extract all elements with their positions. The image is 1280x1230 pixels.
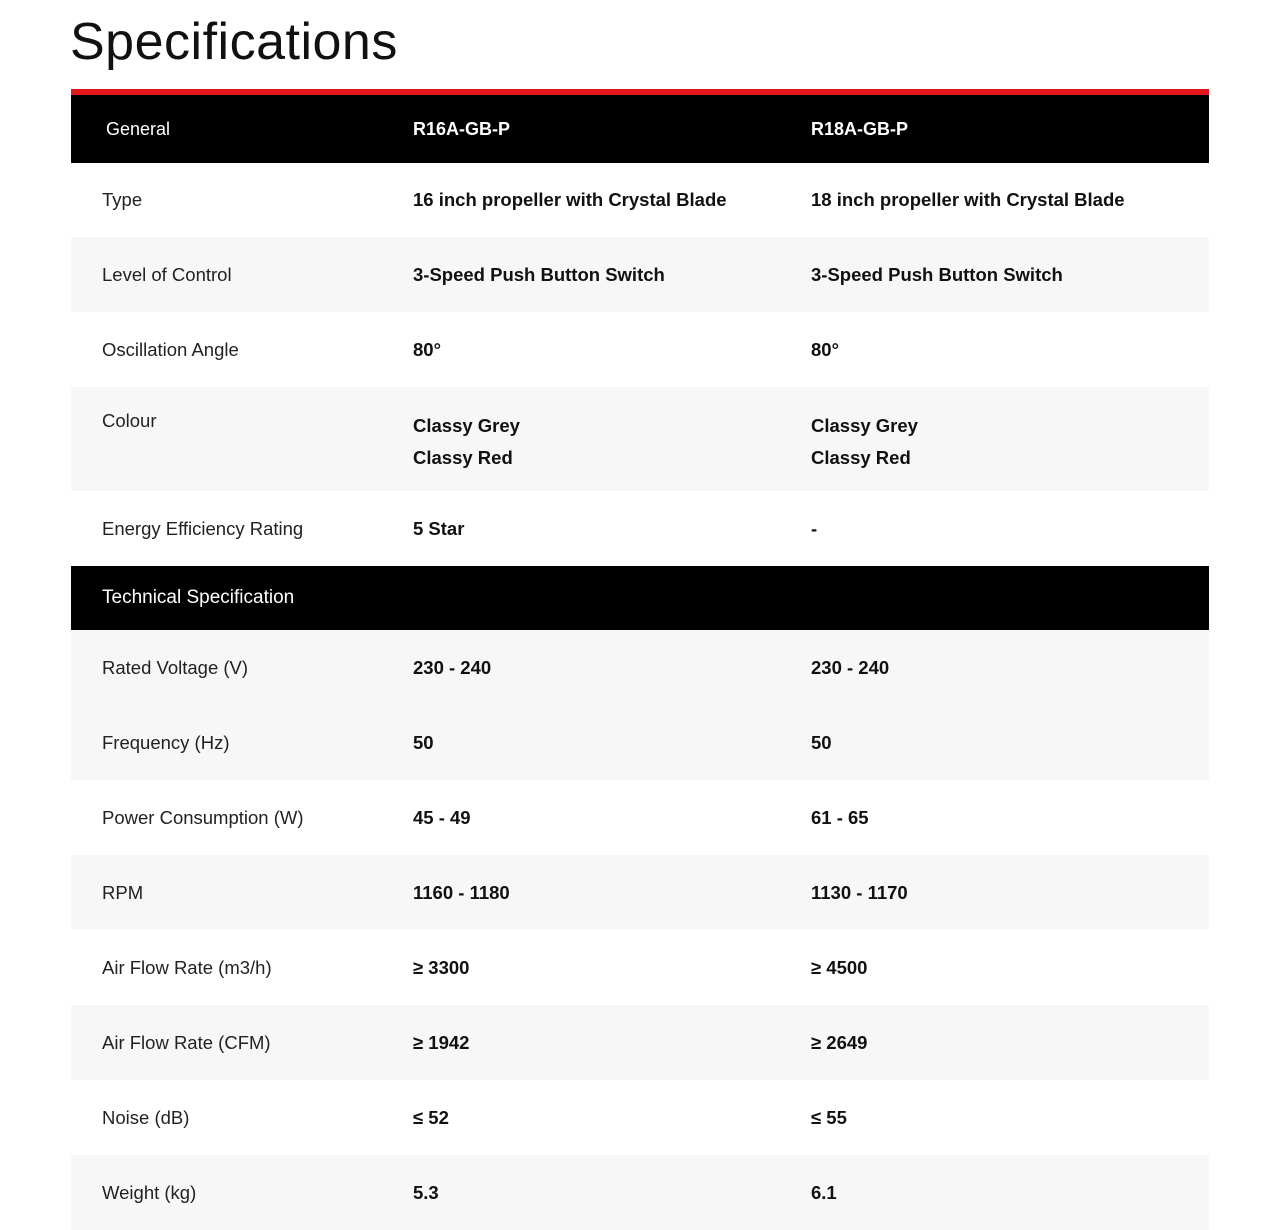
value-model-2: 230 - 240 (810, 630, 1209, 705)
row-label: Power Consumption (W) (71, 780, 412, 855)
header-general: General (71, 95, 412, 163)
row-label: Noise (dB) (71, 1080, 412, 1155)
value-model-2: ≥ 4500 (810, 930, 1209, 1005)
section-header-technical (71, 566, 1209, 630)
value-model-1: ≥ 1942 (412, 1005, 810, 1080)
row-label: Air Flow Rate (CFM) (71, 1005, 412, 1080)
value-model-1: 50 (412, 705, 810, 780)
value-model-2: 6.1 (810, 1155, 1209, 1230)
row-label: Colour (71, 387, 412, 491)
specifications-table (71, 89, 1209, 1230)
colour-option: Classy Grey (811, 415, 918, 436)
table-row (71, 1155, 1209, 1230)
table-row (71, 491, 1209, 566)
section-title: Technical Specification (71, 566, 1209, 630)
row-label: Type (71, 163, 412, 237)
table-row (71, 237, 1209, 312)
row-label: Air Flow Rate (m3/h) (71, 930, 412, 1005)
value-model-1: ≤ 52 (412, 1080, 810, 1155)
value-model-1: 230 - 240 (412, 630, 810, 705)
page-title: Specifications (70, 13, 398, 71)
table-row (71, 163, 1209, 237)
value-model-2: - (810, 491, 1209, 566)
table-row (71, 930, 1209, 1005)
value-model-1: 16 inch propeller with Crystal Blade (412, 163, 810, 237)
table-row (71, 1005, 1209, 1080)
row-label: Frequency (Hz) (71, 705, 412, 780)
value-model-1: 3-Speed Push Button Switch (412, 237, 810, 312)
value-model-1: ≥ 3300 (412, 930, 810, 1005)
value-model-2: ≤ 55 (810, 1080, 1209, 1155)
value-model-2 (810, 387, 1209, 491)
row-label: RPM (71, 855, 412, 930)
table-row (71, 1080, 1209, 1155)
value-model-2: 61 - 65 (810, 780, 1209, 855)
header-model-2: R18A-GB-P (810, 95, 1209, 163)
table-row (71, 387, 1209, 491)
colour-option: Classy Red (811, 447, 911, 468)
row-label: Energy Efficiency Rating (71, 491, 412, 566)
row-label: Level of Control (71, 237, 412, 312)
row-label: Weight (kg) (71, 1155, 412, 1230)
table-header (71, 95, 1209, 163)
value-model-1: 80° (412, 312, 810, 387)
table-row (71, 855, 1209, 930)
value-model-2: ≥ 2649 (810, 1005, 1209, 1080)
value-model-2: 1130 - 1170 (810, 855, 1209, 930)
value-model-2: 80° (810, 312, 1209, 387)
value-model-1 (412, 387, 810, 491)
value-model-1: 5.3 (412, 1155, 810, 1230)
value-model-1: 5 Star (412, 491, 810, 566)
value-model-2: 3-Speed Push Button Switch (810, 237, 1209, 312)
value-model-2: 50 (810, 705, 1209, 780)
table-row (71, 630, 1209, 705)
table-row (71, 312, 1209, 387)
header-model-1: R16A-GB-P (412, 95, 810, 163)
colour-option: Classy Red (413, 447, 513, 468)
table-row (71, 705, 1209, 780)
value-model-1: 1160 - 1180 (412, 855, 810, 930)
value-model-2: 18 inch propeller with Crystal Blade (810, 163, 1209, 237)
row-label: Oscillation Angle (71, 312, 412, 387)
colour-option: Classy Grey (413, 415, 520, 436)
row-label: Rated Voltage (V) (71, 630, 412, 705)
value-model-1: 45 - 49 (412, 780, 810, 855)
table-row (71, 780, 1209, 855)
